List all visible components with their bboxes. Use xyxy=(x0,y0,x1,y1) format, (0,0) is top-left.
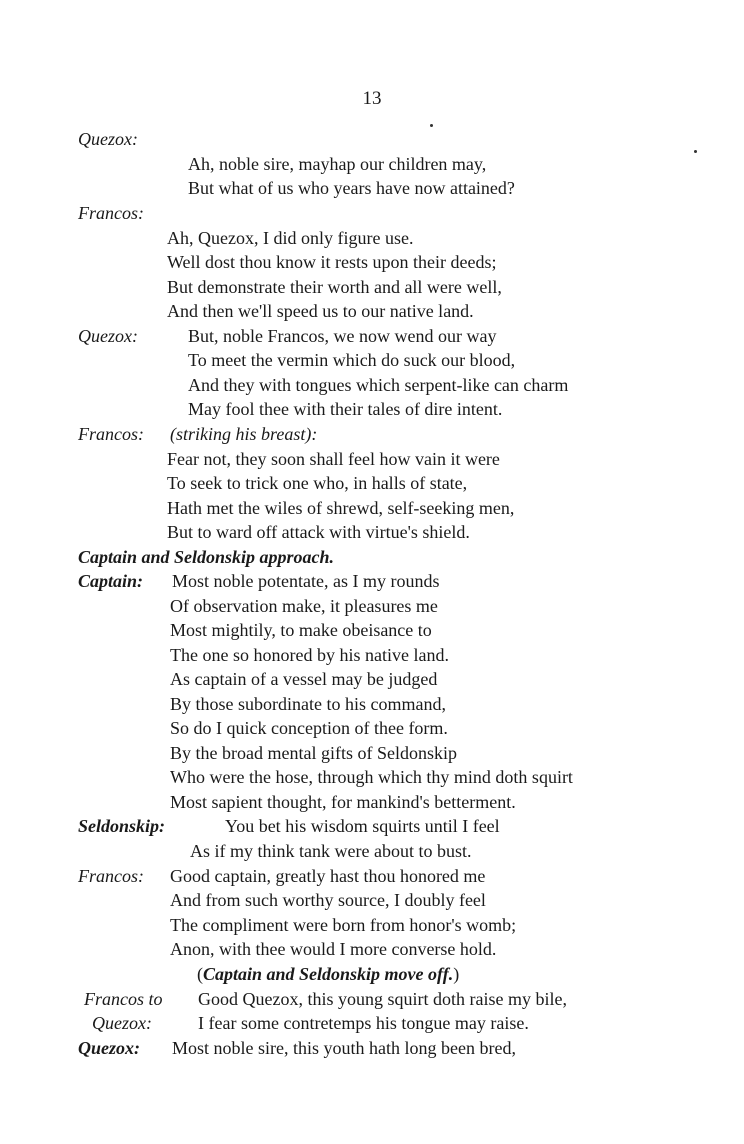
verse-line: You bet his wisdom squirts until I feel xyxy=(225,816,500,836)
stage-direction-line xyxy=(197,963,459,985)
verse-line: Most noble sire, this youth hath long been bred, xyxy=(172,1038,516,1058)
verse-line: Ah, noble sire, mayhap our children may, xyxy=(188,154,487,174)
speaker-seldonskip: Seldonskip: xyxy=(78,816,166,836)
verse-line: The one so honored by his native land. xyxy=(170,645,449,665)
verse-line: May fool thee with their tales of dire intent. xyxy=(188,399,503,419)
speaker-quezox: Quezox: xyxy=(92,1013,152,1033)
verse-line: But what of us who years have now attained? xyxy=(188,178,515,198)
speaker-quezox: Quezox: xyxy=(78,1038,140,1058)
verse-line: And they with tongues which serpent-like can charm xyxy=(188,375,569,395)
verse-line: To meet the vermin which do suck our blood, xyxy=(188,350,516,370)
verse-line: Fear not, they soon shall feel how vain it were xyxy=(167,449,500,469)
speck-mark xyxy=(694,150,697,153)
verse-line: Hath met the wiles of shrewd, self-seeking men, xyxy=(167,498,515,518)
verse-line: Most sapient thought, for mankind's betterment. xyxy=(170,792,516,812)
verse-line: I fear some contretemps his tongue may raise. xyxy=(198,1013,529,1033)
verse-line: The compliment were born from honor's womb; xyxy=(170,915,517,935)
stage-direction: (striking his breast): xyxy=(170,424,318,444)
paren-open: ( xyxy=(197,964,203,984)
speaker-francos-aside: Francos to xyxy=(84,989,163,1009)
verse-line: As captain of a vessel may be judged xyxy=(170,669,438,689)
verse-line: Anon, with thee would I more converse hold. xyxy=(170,939,497,959)
stage-direction: Captain and Seldonskip approach. xyxy=(78,547,335,567)
speaker-francos: Francos: xyxy=(78,203,144,223)
speaker-francos: Francos: xyxy=(78,424,144,444)
speck-mark xyxy=(430,124,433,127)
verse-line: By the broad mental gifts of Seldonskip xyxy=(170,743,457,763)
verse-line: Who were the hose, through which thy mind doth squirt xyxy=(170,767,573,787)
speaker-quezox: Quezox: xyxy=(78,129,138,149)
verse-line: But, noble Francos, we now wend our way xyxy=(188,326,497,346)
verse-line: Most noble potentate, as I my rounds xyxy=(172,571,440,591)
stage-direction: Captain and Seldonskip move off. xyxy=(203,964,454,984)
speaker-francos: Francos: xyxy=(78,866,144,886)
verse-line: As if my think tank were about to bust. xyxy=(190,841,472,861)
speaker-captain: Captain: xyxy=(78,571,144,591)
paren-close: ) xyxy=(453,964,460,984)
verse-line: Ah, Quezox, I did only figure use. xyxy=(167,228,414,248)
verse-line: Well dost thou know it rests upon their deeds; xyxy=(167,252,497,272)
verse-line: Good captain, greatly hast thou honored me xyxy=(170,866,486,886)
verse-line: Most mightily, to make obeisance to xyxy=(170,620,432,640)
verse-line: To seek to trick one who, in halls of state, xyxy=(167,473,468,493)
verse-line: So do I quick conception of thee form. xyxy=(170,718,448,738)
verse-line: Good Quezox, this young squirt doth raise my bile, xyxy=(198,989,567,1009)
verse-line: And then we'll speed us to our native land. xyxy=(167,301,474,321)
speaker-quezox: Quezox: xyxy=(78,326,138,346)
page-number: 13 xyxy=(362,88,382,109)
verse-line: But to ward off attack with virtue's shield. xyxy=(167,522,470,542)
verse-line: Of observation make, it pleasures me xyxy=(170,596,438,616)
verse-line: But demonstrate their worth and all were well, xyxy=(167,277,502,297)
verse-line: And from such worthy source, I doubly feel xyxy=(170,890,486,910)
verse-line: By those subordinate to his command, xyxy=(170,694,446,714)
